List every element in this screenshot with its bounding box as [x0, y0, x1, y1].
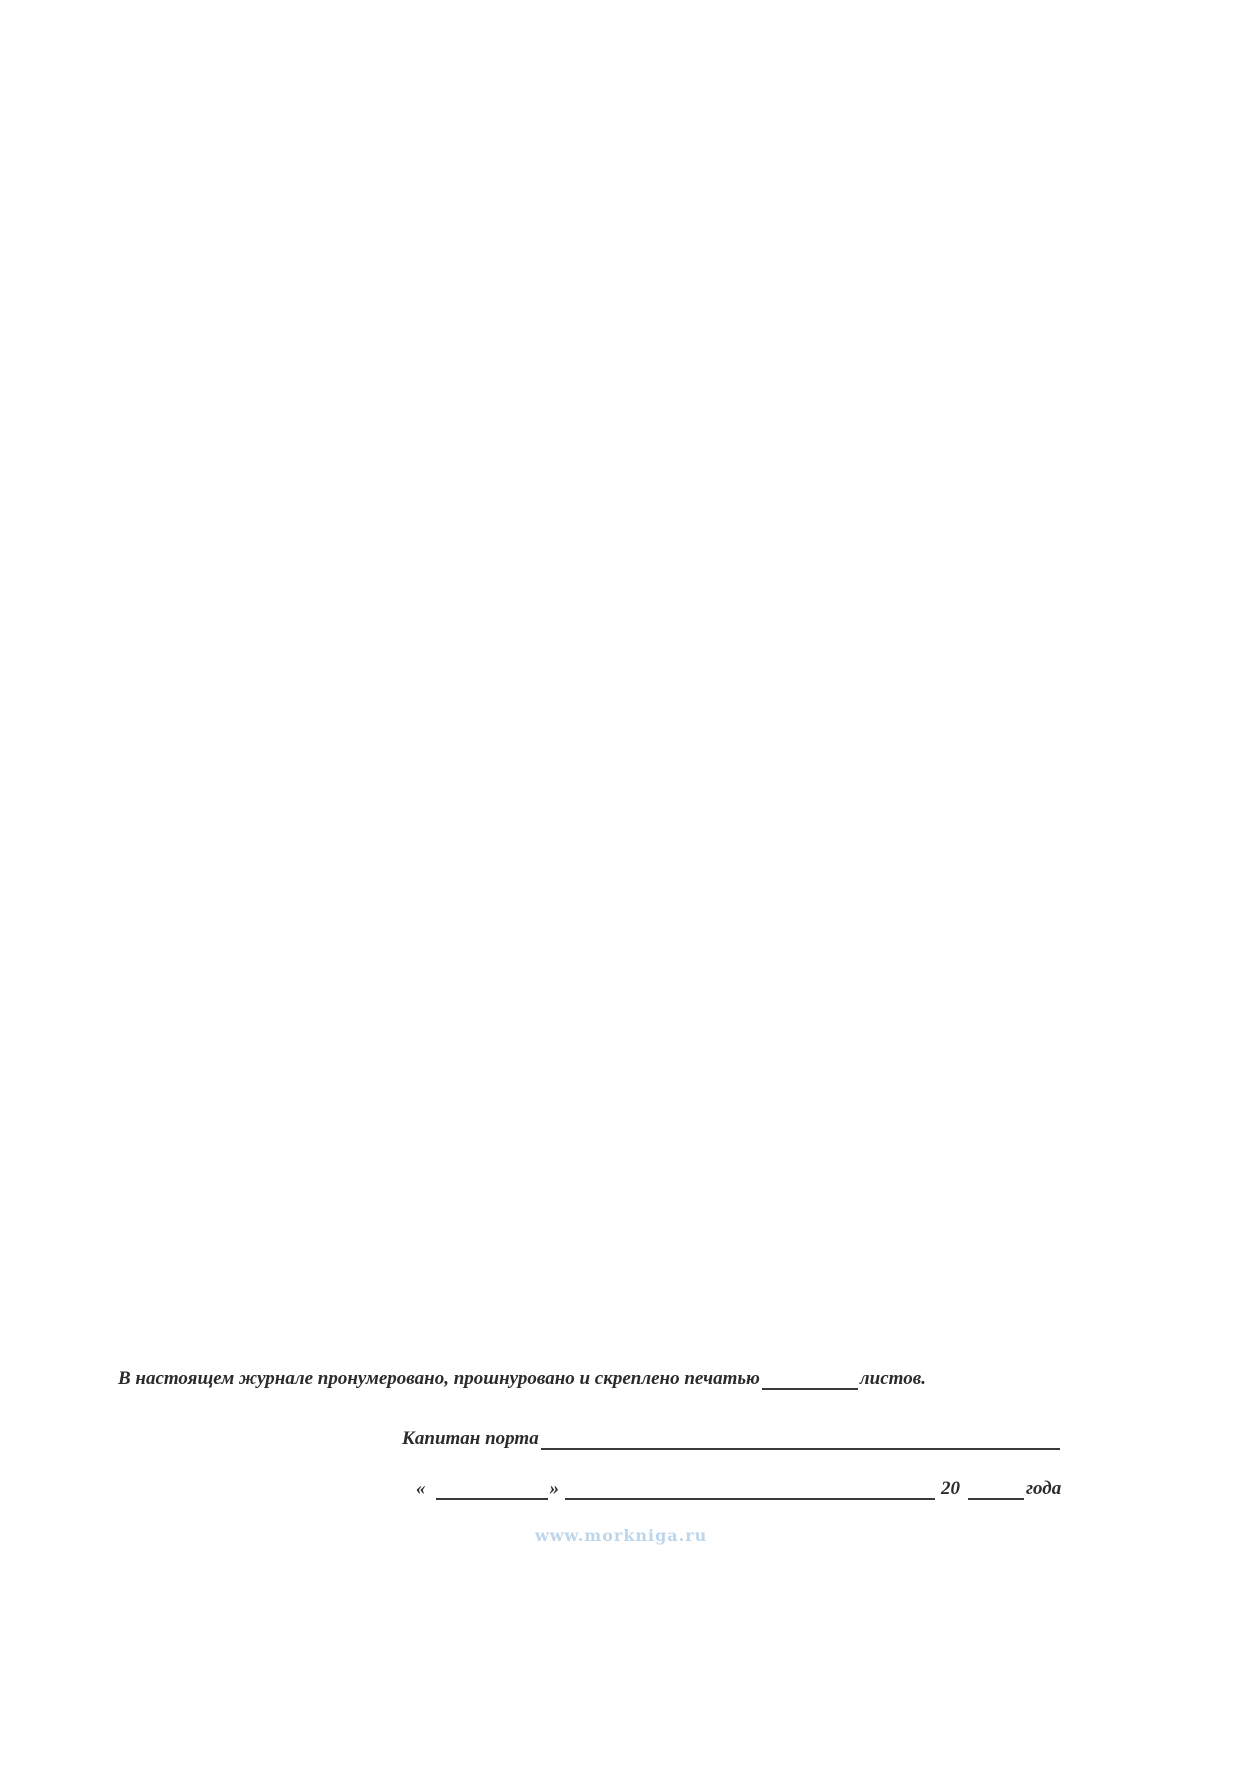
captain-signature-blank: [541, 1428, 1060, 1450]
statement-text: В настоящем журнале пронумеровано, прошнуровано и скреплено печатью: [118, 1368, 760, 1389]
captain-label: Капитан порта: [402, 1428, 539, 1449]
year-prefix: 20: [941, 1478, 960, 1499]
date-day-blank: [436, 1478, 548, 1500]
sheet-count-blank: [762, 1368, 858, 1390]
date-year-blank: [968, 1478, 1024, 1500]
sheet-count-statement: [118, 1368, 1062, 1390]
date-open-quote: «: [416, 1478, 426, 1499]
date-close-quote: »: [549, 1478, 559, 1499]
date-line: [416, 1478, 1062, 1500]
year-suffix: года: [1026, 1478, 1062, 1499]
statement-suffix: листов.: [859, 1368, 926, 1389]
captain-signature-line: [402, 1428, 1062, 1450]
watermark-text: www.morkniga.ru: [535, 1526, 708, 1545]
date-month-blank: [565, 1478, 935, 1500]
